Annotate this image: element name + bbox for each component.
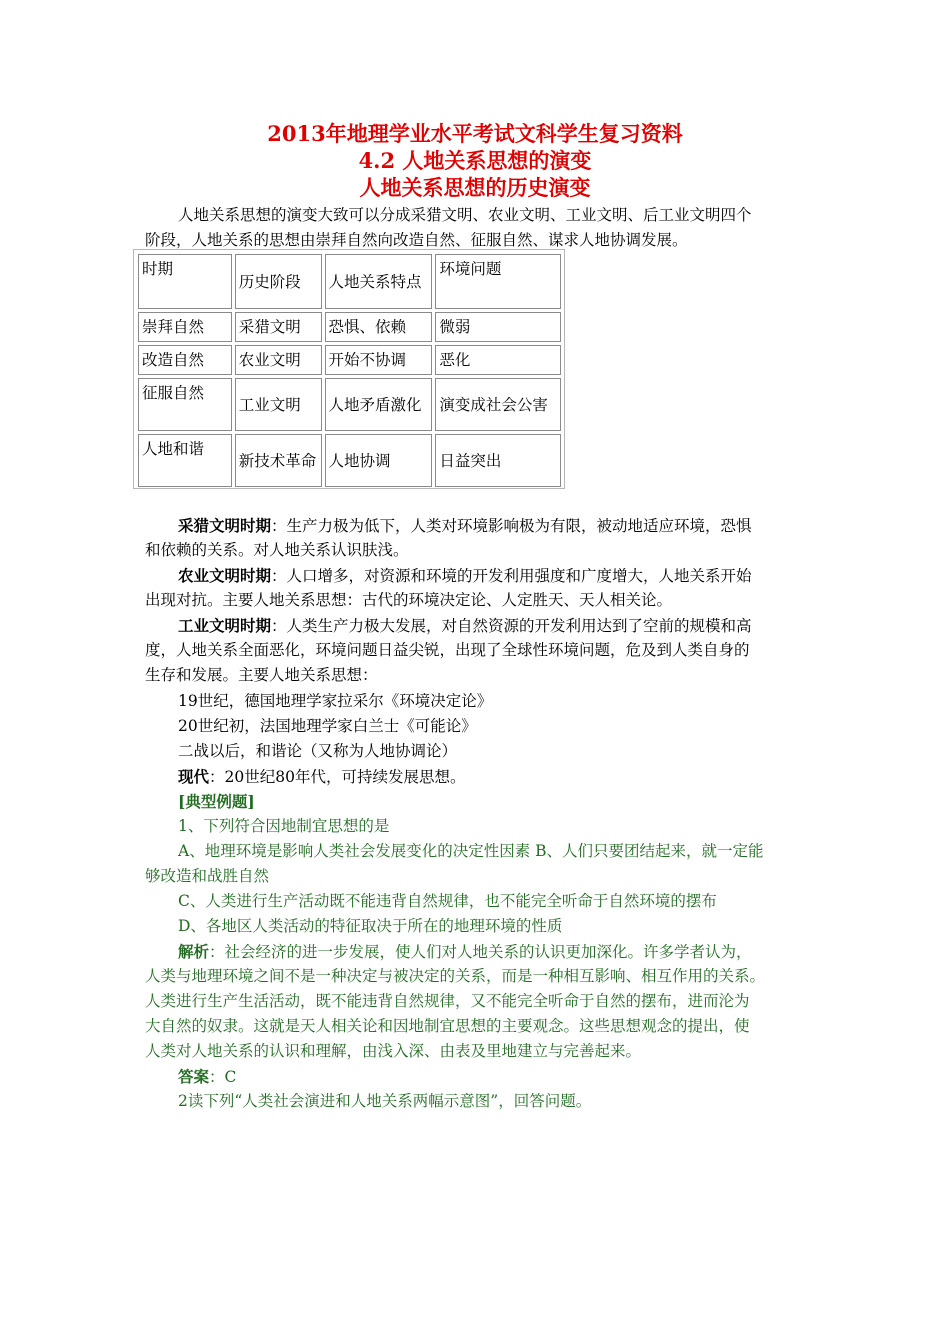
- table-cell: 征服自然: [138, 378, 232, 431]
- table-cell: 日益突出: [435, 434, 561, 487]
- examples-heading: [典型例题]: [178, 792, 255, 811]
- modern-label: 现代: [178, 767, 210, 786]
- thought-1: 19世纪，德国地理学家拉采尔《环境决定论》: [178, 692, 493, 710]
- table-cell: 演变成社会公害: [435, 378, 561, 431]
- analysis-text-5: 人类对人地关系的认识和理解，由浅入深、由表及里地建立与完善起来。: [145, 1042, 642, 1060]
- answer-label: 答案: [178, 1067, 210, 1086]
- option-b-cont: 够改造和战胜自然: [145, 867, 270, 885]
- table-cell: 人地矛盾激化: [325, 378, 433, 431]
- question-2: 2读下列“人类社会演进和人地关系两幅示意图”，回答问题。: [178, 1092, 592, 1110]
- table-cell: 新技术革命: [235, 434, 322, 487]
- table-row: [138, 345, 561, 375]
- table-row: [138, 378, 561, 431]
- option-a-b: A、地理环境是影响人类社会发展变化的决定性因素 B、人们只要团结起来，就一定能: [178, 842, 764, 860]
- agri-paragraph: [178, 563, 752, 589]
- table-cell: 改造自然: [138, 345, 232, 375]
- table-cell: 崇拜自然: [138, 312, 232, 342]
- analysis-text-3: 人类进行生产生活活动，既不能违背自然规律，又不能完全听命于自然的摆布，进而沦为: [145, 992, 750, 1010]
- hunting-label: 采猎文明时期: [178, 516, 272, 535]
- analysis-label: 解析: [178, 942, 210, 961]
- intro-line-1: 人地关系思想的演变大致可以分成采猎文明、农业文明、工业文明、后工业文明四个: [178, 206, 752, 224]
- table-row: [138, 312, 561, 342]
- table-cell: 恐惧、依赖: [325, 312, 433, 342]
- ind-text-3: 生存和发展。主要人地关系思想：: [145, 666, 378, 684]
- analysis-paragraph: [178, 939, 752, 965]
- intro-line-2: 阶段，人地关系的思想由崇拜自然向改造自然、征服自然、谋求人地协调发展。: [145, 231, 688, 249]
- analysis-text-4: 大自然的奴隶。这就是天人相关论和因地制宜思想的主要观念。这些思想观念的提出，使: [145, 1017, 750, 1035]
- table-row: [138, 434, 561, 487]
- table-cell: 恶化: [435, 345, 561, 375]
- answer-text: ：C: [209, 1068, 237, 1086]
- option-d: D、各地区人类活动的特征取决于所在的地理环境的性质: [178, 917, 563, 935]
- question-1: 1、下列符合因地制宜思想的是: [178, 817, 390, 835]
- table-cell: 农业文明: [235, 345, 322, 375]
- subsection-title: 人地关系思想的历史演变: [359, 175, 591, 200]
- table-cell: 微弱: [435, 312, 561, 342]
- table-cell: 采猎文明: [235, 312, 322, 342]
- section-title: 4.2 人地关系思想的演变: [358, 148, 592, 173]
- agri-label: 农业文明时期: [178, 566, 272, 585]
- table-cell: 工业文明: [235, 378, 322, 431]
- thought-2: 20世纪初，法国地理学家白兰士《可能论》: [178, 717, 477, 735]
- table-header-cell: 历史阶段: [235, 254, 322, 309]
- option-c: C、人类进行生产活动既不能违背自然规律，也不能完全听命于自然环境的摆布: [178, 892, 717, 910]
- table-header-cell: 时期: [138, 254, 232, 309]
- table-cell: 人地和谐: [138, 434, 232, 487]
- hunting-paragraph: [178, 513, 752, 539]
- modern-text: ：20世纪80年代，可持续发展思想。: [209, 768, 466, 786]
- hunting-text: ：生产力极为低下，人类对环境影响极为有限，被动地适应环境，恐惧: [271, 517, 752, 535]
- table-cell: 开始不协调: [325, 345, 433, 375]
- table-header-cell: 人地关系特点: [325, 254, 433, 309]
- analysis-text: ：社会经济的进一步发展，使人们对人地关系的认识更加深化。许多学者认为，: [209, 943, 752, 961]
- answer-paragraph: [178, 1064, 236, 1090]
- agri-text: ：人口增多，对资源和环境的开发利用强度和广度增大，人地关系开始: [271, 567, 752, 585]
- agri-text-2: 出现对抗。主要人地关系思想：古代的环境决定论、人定胜天、天人相关论。: [145, 591, 673, 609]
- ind-text: ：人类生产力极大发展，对自然资源的开发利用达到了空前的规模和高: [271, 617, 752, 635]
- ind-label: 工业文明时期: [178, 616, 272, 635]
- ind-paragraph: [178, 613, 752, 639]
- analysis-text-2: 人类与地理环境之间不是一种决定与被决定的关系，而是一种相互影响、相互作用的关系。: [145, 967, 766, 985]
- hunting-text-2: 和依赖的关系。对人地关系认识肤浅。: [145, 541, 409, 559]
- ind-text-2: 度，人地关系全面恶化，环境问题日益尖锐，出现了全球性环境问题，危及到人类自身的: [145, 641, 750, 659]
- table-cell: 人地协调: [325, 434, 433, 487]
- thought-3: 二战以后，和谐论（又称为人地协调论）: [178, 742, 458, 760]
- table-header-cell: 环境问题: [435, 254, 561, 309]
- doc-title: 2013年地理学业水平考试文科学生复习资料: [267, 121, 683, 146]
- history-table: [133, 249, 565, 489]
- modern-paragraph: [178, 764, 465, 790]
- table-header-row: [138, 254, 561, 309]
